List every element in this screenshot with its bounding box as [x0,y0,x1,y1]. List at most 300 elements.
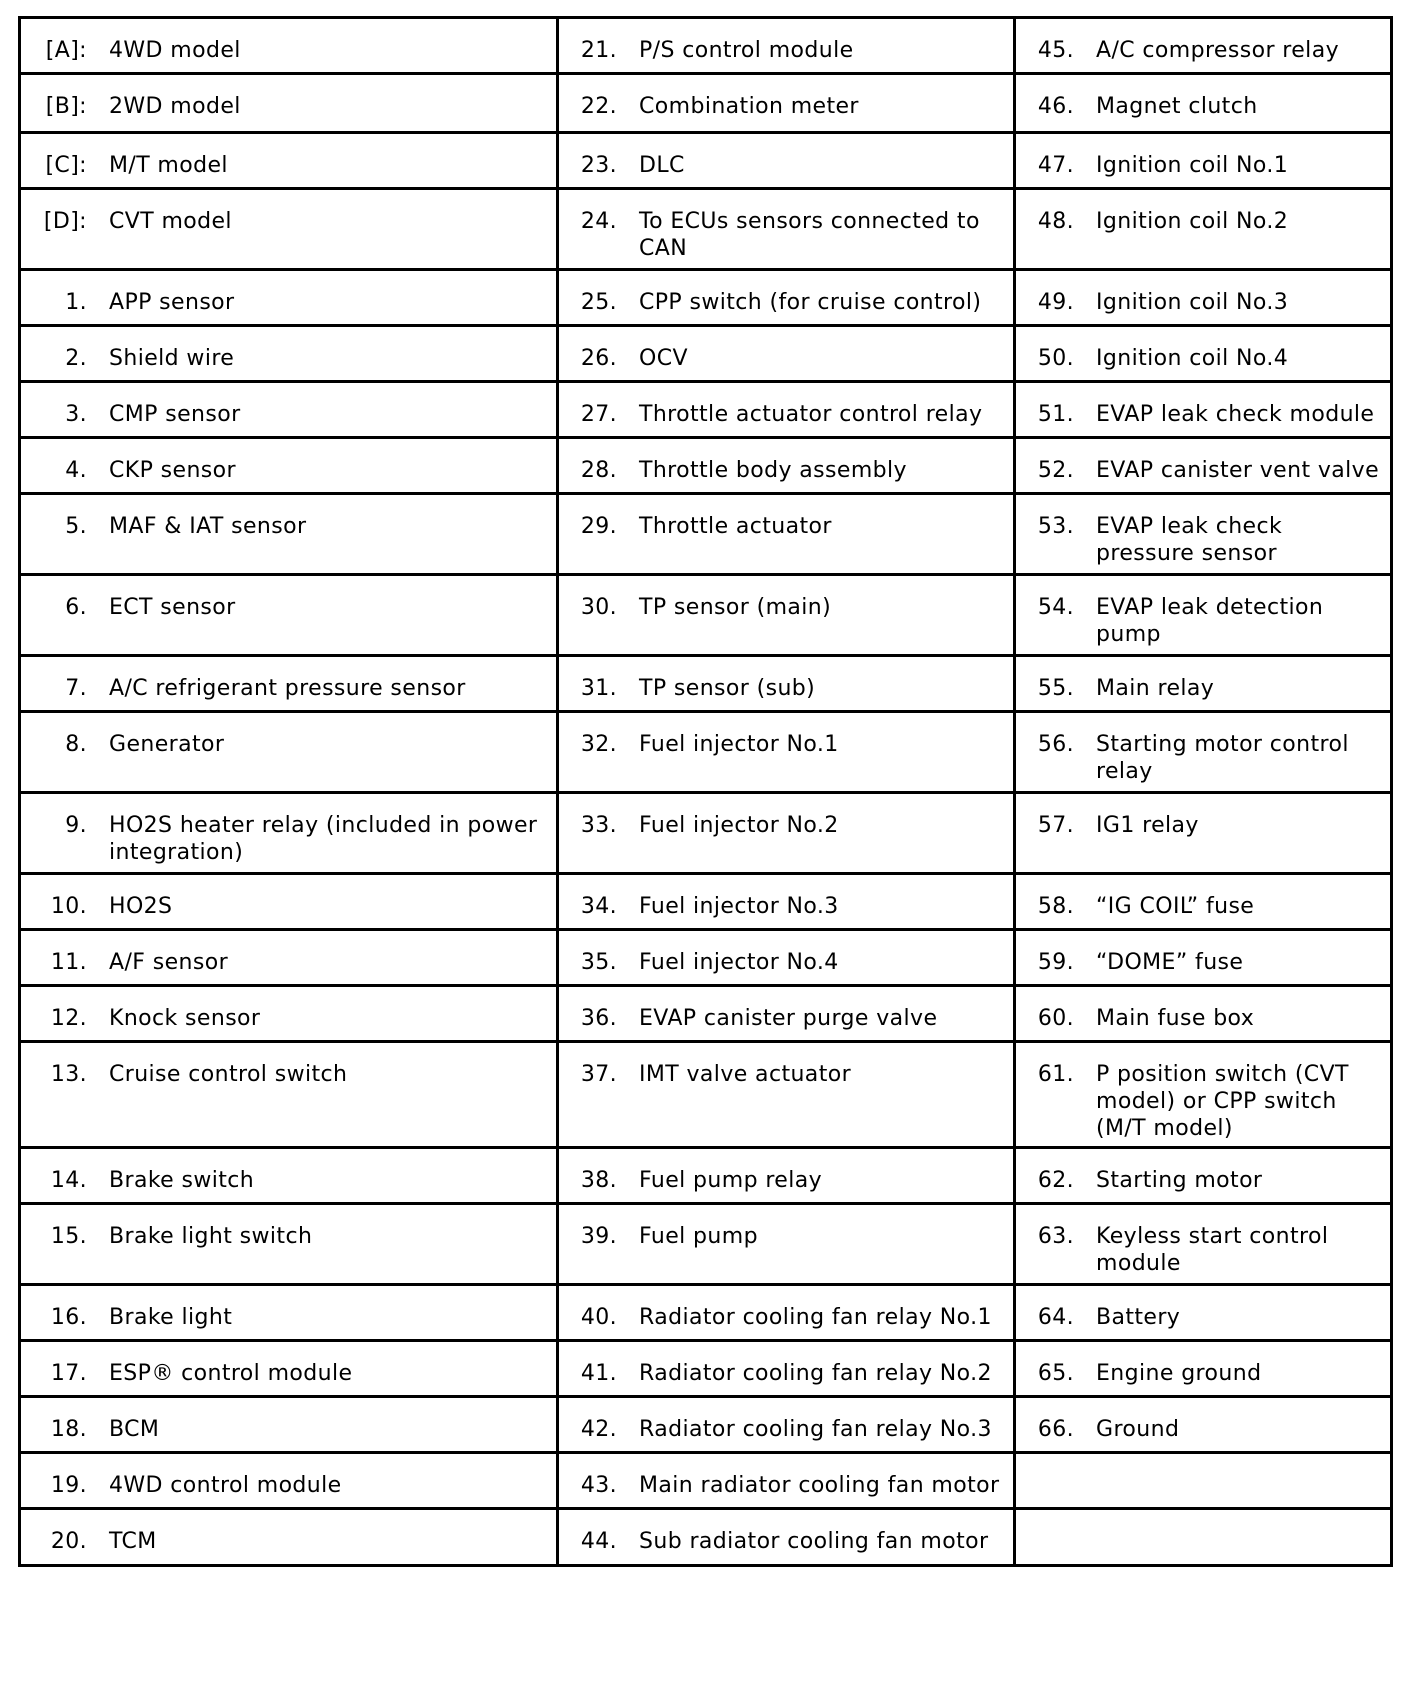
legend-entry [567,1005,1005,1032]
legend-entry [567,289,1005,316]
item-label: ECT sensor [109,595,236,620]
item-label: P position switch (CVT model) or CPP switch (M/T model) [1096,1062,1349,1141]
item-label: Engine ground [1096,1361,1262,1386]
legend-entry [567,1167,1005,1194]
item-label: IG1 relay [1096,813,1199,838]
item-label: DLC [639,153,685,178]
legend-entry [1024,893,1382,920]
item-number: 32. [580,732,617,757]
table-row [20,133,1392,189]
legend-cell [1015,874,1392,930]
item-number: [C]: [45,153,87,178]
legend-entry [29,1223,548,1250]
legend-cell [20,133,558,189]
legend-cell [20,1148,558,1204]
item-number: 11. [50,950,87,975]
item-label: Starting motor control relay [1096,732,1349,784]
legend-entry [567,675,1005,702]
item-label: Fuel injector No.3 [639,894,839,919]
item-label: Main radiator cooling fan motor [639,1473,1000,1498]
item-label: Ignition coil No.2 [1096,209,1289,234]
item-number: 1. [65,290,87,315]
legend-entry [29,1005,548,1032]
item-label: Main fuse box [1096,1006,1255,1031]
legend-cell [20,438,558,494]
item-label: ESP® control module [109,1361,353,1386]
legend-entry [567,1416,1005,1443]
item-label: M/T model [109,153,228,178]
legend-entry [1024,401,1382,428]
legend-cell [20,1397,558,1453]
item-label: Ignition coil No.4 [1096,346,1289,371]
item-label: EVAP canister purge valve [639,1006,938,1031]
item-number: 14. [50,1168,87,1193]
legend-cell [558,1042,1015,1148]
legend-entry [29,457,548,484]
item-label: Radiator cooling fan relay No.3 [639,1417,992,1442]
legend-entry [1024,1360,1382,1387]
legend-cell [20,326,558,382]
item-number: 12. [50,1006,87,1031]
item-number: 16. [50,1305,87,1330]
item-number: 27. [580,402,617,427]
table-row [20,1509,1392,1566]
item-label: MAF & IAT sensor [109,514,307,539]
legend-cell [558,1285,1015,1341]
legend-cell [558,133,1015,189]
legend-cell [20,1509,558,1566]
item-label: CPP switch (for cruise control) [639,290,982,315]
table-row [20,1397,1392,1453]
item-number: 50. [1037,346,1074,371]
legend-cell [558,793,1015,874]
legend-entry [567,401,1005,428]
item-number: 9. [65,813,87,838]
item-number: 44. [580,1529,617,1554]
legend-cell [558,575,1015,656]
item-number: 22. [580,94,617,119]
item-label: CKP sensor [109,458,236,483]
legend-cell [1015,18,1392,74]
item-number: 57. [1037,813,1074,838]
item-number: 31. [580,676,617,701]
legend-entry [29,1528,548,1555]
item-label: EVAP leak check module [1096,402,1375,427]
item-label: APP sensor [109,290,235,315]
legend-cell [1015,930,1392,986]
legend-cell [1015,494,1392,575]
legend-entry [29,949,548,976]
legend-cell [1015,1397,1392,1453]
legend-cell [1015,74,1392,133]
item-label: TP sensor (sub) [639,676,816,701]
legend-cell [558,930,1015,986]
legend-entry [29,731,548,758]
item-label: Shield wire [109,346,235,371]
item-label: EVAP leak detection pump [1096,595,1324,647]
item-number: 61. [1037,1062,1074,1087]
item-label: Radiator cooling fan relay No.2 [639,1361,992,1386]
item-label: EVAP leak check pressure sensor [1096,514,1283,566]
item-number: 38. [580,1168,617,1193]
item-label: “IG COIL” fuse [1096,894,1255,919]
legend-cell [20,1204,558,1285]
table-row [20,438,1392,494]
item-number: 6. [65,595,87,620]
item-label: Brake switch [109,1168,255,1193]
item-label: Starting motor [1096,1168,1263,1193]
legend-cell [558,270,1015,326]
table-row [20,1285,1392,1341]
item-label: Fuel pump [639,1224,758,1249]
legend-entry [1024,289,1382,316]
table-row [20,575,1392,656]
item-label: TP sensor (main) [639,595,832,620]
legend-cell [1015,189,1392,270]
item-label: Brake light [109,1305,233,1330]
item-number: 35. [580,950,617,975]
legend-cell [20,575,558,656]
legend-entry [567,1360,1005,1387]
legend-entry [567,1061,1005,1088]
legend-cell [20,494,558,575]
table-row [20,382,1392,438]
item-number: 21. [580,38,617,63]
item-label: P/S control module [639,38,854,63]
legend-cell [558,656,1015,712]
item-label: To ECUs sensors connected to CAN [639,209,980,261]
item-number: 30. [580,595,617,620]
legend-entry [29,1360,548,1387]
legend-cell [20,1285,558,1341]
item-number: [B]: [45,94,87,119]
legend-cell [1015,712,1392,793]
legend-entry [1024,1304,1382,1331]
item-number: 37. [580,1062,617,1087]
legend-entry [29,152,548,179]
legend-entry [567,949,1005,976]
item-label: Cruise control switch [109,1062,348,1087]
legend-cell [558,1148,1015,1204]
item-number: 62. [1037,1168,1074,1193]
legend-cell [558,494,1015,575]
legend-cell [1015,326,1392,382]
item-number: 53. [1037,514,1074,539]
item-number: 8. [65,732,87,757]
legend-entry [1024,1061,1382,1142]
table-row [20,189,1392,270]
legend-cell [1015,1285,1392,1341]
item-label: Knock sensor [109,1006,261,1031]
item-number: 40. [580,1305,617,1330]
table-row [20,874,1392,930]
table-row [20,1453,1392,1509]
item-number: 51. [1037,402,1074,427]
item-label: Ignition coil No.3 [1096,290,1289,315]
item-number: 56. [1037,732,1074,757]
item-number: 17. [50,1361,87,1386]
legend-table [18,16,1393,1567]
item-number: 18. [50,1417,87,1442]
table-row [20,1042,1392,1148]
legend-entry [1024,1223,1382,1277]
legend-entry [29,1416,548,1443]
item-label: Brake light switch [109,1224,313,1249]
item-label: Ignition coil No.1 [1096,153,1289,178]
item-label: Generator [109,732,225,757]
legend-cell [558,382,1015,438]
legend-entry [1024,1167,1382,1194]
legend-cell [20,712,558,793]
legend-entry [29,675,548,702]
legend-entry [1024,949,1382,976]
item-label: 2WD model [109,94,241,119]
item-number: 3. [65,402,87,427]
legend-cell [1015,575,1392,656]
legend-cell [1015,793,1392,874]
item-number: 55. [1037,676,1074,701]
legend-entry [567,152,1005,179]
item-number: 10. [50,894,87,919]
legend-entry [1024,1005,1382,1032]
legend-cell [558,874,1015,930]
legend-cell [558,1204,1015,1285]
item-number: 42. [580,1417,617,1442]
legend-cell [558,74,1015,133]
item-label: Fuel pump relay [639,1168,823,1193]
legend-entry [1024,1416,1382,1443]
legend-entry [567,1472,1005,1499]
legend-cell [1015,986,1392,1042]
legend-cell [1015,438,1392,494]
legend-entry [567,893,1005,920]
legend-cell [1015,656,1392,712]
item-label: Throttle actuator [639,514,832,539]
legend-entry [1024,93,1382,120]
item-label: Throttle actuator control relay [639,402,983,427]
item-number: 15. [50,1224,87,1249]
legend-entry [29,812,548,866]
legend-cell [20,930,558,986]
item-number: 24. [580,209,617,234]
legend-cell [20,986,558,1042]
legend-entry [1024,345,1382,372]
item-number: 46. [1037,94,1074,119]
item-number: 13. [50,1062,87,1087]
item-number: 26. [580,346,617,371]
legend-entry [567,812,1005,839]
item-label: Fuel injector No.2 [639,813,839,838]
item-number: 45. [1037,38,1074,63]
item-label: “DOME” fuse [1096,950,1244,975]
item-number: 20. [50,1529,87,1554]
item-label: BCM [109,1417,160,1442]
item-label: CVT model [109,209,232,234]
item-number: 58. [1037,894,1074,919]
item-number: 47. [1037,153,1074,178]
table-row [20,326,1392,382]
item-number: 19. [50,1473,87,1498]
legend-cell [1015,270,1392,326]
legend-entry [29,893,548,920]
item-label: Main relay [1096,676,1215,701]
legend-cell [1015,1341,1392,1397]
item-number: 64. [1037,1305,1074,1330]
item-number: 33. [580,813,617,838]
legend-entry [1024,513,1382,567]
legend-cell [1015,1453,1392,1509]
item-label: Radiator cooling fan relay No.1 [639,1305,992,1330]
legend-entry [29,513,548,540]
item-number: 66. [1037,1417,1074,1442]
item-number: 49. [1037,290,1074,315]
legend-entry [1024,152,1382,179]
item-number: 54. [1037,595,1074,620]
item-label: OCV [639,346,688,371]
legend-entry [567,345,1005,372]
item-label: Fuel injector No.4 [639,950,839,975]
legend-cell [20,189,558,270]
item-label: A/F sensor [109,950,229,975]
table-row [20,270,1392,326]
item-number: 60. [1037,1006,1074,1031]
item-label: Throttle body assembly [639,458,907,483]
legend-entry [29,1304,548,1331]
item-number: 36. [580,1006,617,1031]
legend-entry [567,513,1005,540]
item-label: HO2S heater relay (included in power integration) [109,813,538,865]
legend-cell [20,18,558,74]
legend-cell [558,18,1015,74]
item-label: 4WD model [109,38,241,63]
item-label: A/C compressor relay [1096,38,1339,63]
legend-entry [29,401,548,428]
legend-cell [20,270,558,326]
table-row [20,18,1392,74]
legend-entry [1024,208,1382,235]
table-row [20,74,1392,133]
item-number: 4. [65,458,87,483]
legend-cell [1015,1042,1392,1148]
legend-cell [558,438,1015,494]
legend-cell [20,874,558,930]
legend-cell [558,189,1015,270]
legend-entry [1024,37,1382,64]
legend-cell [1015,1148,1392,1204]
table-row [20,793,1392,874]
legend-entry [567,1223,1005,1250]
item-number: 29. [580,514,617,539]
item-number: [A]: [45,38,87,63]
item-number: 59. [1037,950,1074,975]
table-row [20,1341,1392,1397]
legend-cell [558,986,1015,1042]
legend-entry [567,1528,1005,1555]
legend-entry [29,594,548,621]
table-row [20,930,1392,986]
item-label: A/C refrigerant pressure sensor [109,676,466,701]
legend-entry [1024,731,1382,785]
legend-cell [1015,133,1392,189]
legend-cell [1015,1509,1392,1566]
legend-entry [29,1472,548,1499]
item-number: 5. [65,514,87,539]
legend-cell [558,1453,1015,1509]
item-number: 23. [580,153,617,178]
item-number: 25. [580,290,617,315]
legend-cell [20,793,558,874]
legend-cell [558,1509,1015,1566]
item-number: 63. [1037,1224,1074,1249]
legend-entry [567,731,1005,758]
item-number: 7. [65,676,87,701]
legend-entry [29,289,548,316]
legend-cell [558,326,1015,382]
legend-entry [29,1167,548,1194]
item-label: Combination meter [639,94,859,119]
legend-entry [567,93,1005,120]
item-label: HO2S [109,894,173,919]
legend-cell [1015,1204,1392,1285]
item-label: Sub radiator cooling fan motor [639,1529,989,1554]
legend-entry [29,93,548,120]
legend-entry [29,208,548,235]
item-number: 2. [65,346,87,371]
item-number: 65. [1037,1361,1074,1386]
item-number: 28. [580,458,617,483]
legend-entry [29,345,548,372]
legend-cell [558,712,1015,793]
table-row [20,494,1392,575]
item-number: 52. [1037,458,1074,483]
legend-entry [1024,594,1382,648]
item-label: Keyless start control module [1096,1224,1329,1276]
legend-entry [29,37,548,64]
item-number: 41. [580,1361,617,1386]
item-label: IMT valve actuator [639,1062,852,1087]
item-label: EVAP canister vent valve [1096,458,1380,483]
item-number: 34. [580,894,617,919]
table-row [20,1204,1392,1285]
legend-cell [20,74,558,133]
item-label: Ground [1096,1417,1180,1442]
legend-body [20,18,1392,1566]
legend-entry [1024,812,1382,839]
item-label: CMP sensor [109,402,241,427]
table-row [20,656,1392,712]
item-label: Magnet clutch [1096,94,1258,119]
legend-cell [558,1397,1015,1453]
legend-cell [20,1341,558,1397]
table-row [20,986,1392,1042]
item-number: 43. [580,1473,617,1498]
legend-cell [20,1453,558,1509]
legend-entry [1024,457,1382,484]
legend-cell [20,656,558,712]
legend-entry [567,594,1005,621]
legend-cell [1015,382,1392,438]
item-label: 4WD control module [109,1473,342,1498]
item-label: Battery [1096,1305,1181,1330]
item-number: [D]: [43,209,87,234]
table-row [20,1148,1392,1204]
legend-entry [29,1061,548,1088]
item-label: Fuel injector No.1 [639,732,839,757]
legend-entry [567,208,1005,262]
legend-cell [20,382,558,438]
item-number: 39. [580,1224,617,1249]
legend-cell [558,1341,1015,1397]
